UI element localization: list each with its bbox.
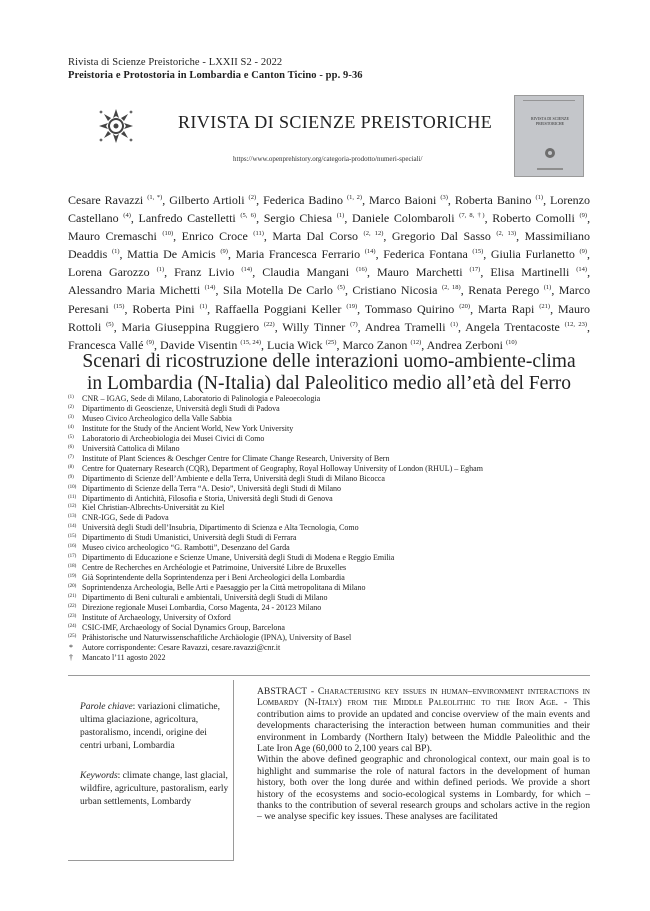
journal-title: RIVISTA DI SCIENZE PREISTORICHE: [178, 112, 493, 132]
author-name: Roberta Pini: [132, 301, 195, 316]
author-affiliation-ref: (2, 12): [363, 230, 384, 238]
affiliation-number: (20): [68, 584, 77, 590]
author: [342, 338, 421, 352]
author-name: Raffaella Poggiani Keller: [215, 301, 342, 316]
author-name: Lorena Garozzo: [68, 265, 150, 280]
author-name: Cesare Ravazzi: [68, 193, 144, 207]
author: [465, 320, 587, 334]
affiliation-number: (24): [68, 623, 77, 629]
affiliation-text: Prähistorische und Naturwissenschaftliche Archäologie (IPNA), University of Basel: [82, 632, 352, 642]
paper-title-line-2: in Lombardia (N-Italia) dal Paleolitico medio all’età del Ferro: [86, 372, 572, 394]
author: [264, 211, 345, 225]
author: [369, 193, 448, 207]
cover-emblem-icon: [543, 146, 557, 165]
author-name: Davide Visentin: [160, 337, 238, 352]
affiliation-item: [68, 633, 608, 643]
author: [160, 338, 261, 352]
author-name: Federica Fontana: [383, 247, 468, 262]
note-text: Autore corrispondente: Cesare Ravazzi, cesare.ravazzi@cnr.it: [82, 642, 281, 652]
affiliation-item: [68, 583, 608, 593]
affiliation-text: Soprintendenza Archeologia, Belle Arti e Paesaggio per la Città metropolitana di Milano: [82, 583, 366, 593]
author-name: Mattia De Amicis: [127, 247, 216, 262]
author-affiliation-ref: (15): [113, 302, 125, 310]
abstract-lead: ABSTRACT -: [257, 686, 318, 697]
note-symbol: *: [69, 642, 73, 652]
affiliation-item: [68, 563, 608, 573]
author-name: Mauro Marchetti: [376, 265, 463, 280]
journal-url-link[interactable]: https://www.openprehistory.org/categoria-prodotto/numeri-speciali/: [233, 155, 423, 163]
author-affiliation-ref: (14): [364, 248, 376, 256]
affiliation-text: CNR – IGAG, Sede di Milano, Laboratorio di Palinologia e Paleoecologia: [82, 394, 321, 403]
author-affiliation-ref: (20): [459, 302, 471, 310]
author-name: Mauro Rottoli: [68, 301, 591, 334]
author-affiliation-ref: (1): [199, 302, 208, 310]
author-name: Maria Francesca Ferrario: [235, 247, 361, 262]
author: [282, 320, 357, 334]
cover-footer-rule: [537, 168, 563, 170]
author-name: Willy Tinner: [282, 319, 346, 334]
abstract-paragraph-1: [257, 686, 590, 754]
affiliation-text: Già Soprintendente della Soprintendenza per i Beni Archeologici della Lombardia: [82, 573, 345, 583]
author-name: Andrea Zerboni: [426, 337, 503, 352]
author: [491, 247, 587, 261]
author-affiliation-ref: (2): [248, 194, 257, 201]
author: [272, 229, 383, 243]
keywords-italian-label: Parole chiave: [80, 702, 133, 712]
author-name: Massimiliano Deaddis: [68, 229, 591, 262]
author-affiliation-ref: (9): [579, 248, 588, 256]
abstract-p1-text: . - This contribution aims to provide an updated and concise overview of the main events and developments characterising the interaction between human communities and their environment in Lombardy (Northern Italy) between the Middle Paleolithic and the Late Iron Age (60,000 to 2,100 years cal BP).: [257, 697, 590, 755]
author: [68, 193, 162, 207]
author: [169, 193, 256, 207]
affiliation-text: Dipartimento di Scienze della Terra “A. Desio”, Università degli Studi di Milano: [82, 483, 342, 493]
affiliation-item: [68, 603, 608, 613]
author: [215, 302, 357, 316]
author: [383, 247, 483, 261]
author-name: Roberto Comolli: [492, 211, 575, 226]
author-affiliation-ref: (15): [472, 248, 484, 256]
author-affiliation-ref: (2, 13): [496, 230, 517, 238]
author-list: Cesare Ravazzi $^{(1, *)}$, Gilberto Artioli $^{(2)}$, Federica Badino $^{(1, 2)}$, Marco Baioni $^{(3)}$, Roberta Banino $^{(1)}$, Lorenzo Castellano $^{(4)}$, Lanfredo Castelletti $^{(5, 6)}$, Sergio Chiesa $^{(1)}$, Daniele Colombaroli $^{(7, 8, \dagger)}$, Roberto Comolli $^{(9)}$, Mauro Cremaschi $^{(10)}$, Enrico Croce $^{(11)}$, Marta Dal Corso $^{(2, 12)}$, Gregorio Dal Sasso $^{(2, 13)}$, Massimiliano Deaddis $^{(1)}$, Mattia De Amicis $^{(9)}$, Maria Francesca Ferrario $^{(14)}$, Federica Fontana $^{(15)}$, Giulia Furlanetto $^{(9)}$, Lorena Garozzo $^{(1)}$, Franz Livio $^{(14)}$, Claudia Mangani $^{(16)}$, Mauro Marchetti $^{(17)}$, Elisa Martinelli $^{(14)}$, Alessandro Maria Michetti $^{(14)}$, Sila Motella De Carlo $^{(5)}$, Cristiano Nicosia $^{(2, 18)}$, Renata Perego $^{(1)}$, Marco Peresani $^{(15)}$, Roberta Pini $^{(1)}$, Raffaella Poggiani Keller $^{(19)}$, Tommaso Quirino $^{(20)}$, Marta Rapi $^{(21)}$, Mauro Rottoli $^{(5)}$, Maria Giuseppina Ruggiero $^{(22)}$, Willy Tinner $^{(7)}$, Andrea Tramelli $^{(1)}$, Angela Trentacoste $^{(12, 23)}$, Francesca Vallé $^{(9)}$, Davide Visentin $^{(15, 24)}$, Lucia Wick $^{(25)}$, Marco Zanon $^{(12)}$, Andrea Zerboni $^{(10)}$: [68, 193, 591, 352]
affiliation-text: Dipartimento di Scienze dell’Ambiente e della Terra, Università degli Studi di Milano Bicocca: [82, 473, 385, 483]
author-name: Claudia Mangani: [262, 265, 350, 280]
affiliation-text: Dipartimento di Educazione e Scienze Umane, Università degli Studi di Modena e Reggio Emilia: [82, 553, 395, 563]
author-affiliation-ref: (10): [162, 230, 174, 238]
author-note: [68, 653, 608, 663]
author-name: Tommaso Quirino: [364, 301, 455, 316]
affiliation-text: Direzione regionale Musei Lombardia, Corso Magenta, 24 - 20123 Milano: [82, 603, 322, 613]
affiliation-number: (22): [68, 604, 77, 610]
abstract-heading: Characterising key issues in human–environment interactions in Lombardy (N-Italy) from the Middle Paleolithic to the Iron Age: [257, 686, 590, 709]
author-affiliation-ref: (1): [156, 266, 165, 274]
author-name: Andrea Tramelli: [364, 319, 446, 334]
affiliation-text: Dipartimento di Studi Umanistici, Università degli Studi di Ferrara: [82, 533, 297, 543]
affiliation-item: [68, 593, 608, 603]
author-affiliation-ref: (10): [505, 338, 517, 346]
author-name: Gregorio Dal Sasso: [391, 229, 491, 244]
affiliation-item: [68, 444, 608, 454]
affiliation-text: Centre de Recherches en Archéologie et Patrimoine, Université Libre de Bruxelles: [82, 563, 347, 573]
author: [263, 193, 362, 207]
author-affiliation-ref: (9): [220, 248, 228, 256]
abstract: [257, 686, 590, 823]
author-name: Franz Livio: [174, 265, 235, 280]
author: [377, 265, 480, 279]
author-name: Marco Zanon: [342, 337, 408, 352]
author-affiliation-ref: (4): [123, 212, 131, 220]
author-affiliation-ref: (1): [336, 212, 345, 220]
author-name: Daniele Colombaroli: [351, 211, 455, 226]
affiliation-text: Museo Civico Archeologico della Valle Sabbia: [82, 413, 232, 423]
affiliation-text: Università Cattolica di Milano: [82, 443, 180, 453]
affiliation-text: Museo civico archeologico “G. Rambotti”, Desenzano del Garda: [82, 543, 290, 553]
author-name: Lanfredo Castelletti: [138, 211, 236, 226]
affiliation-item: [68, 424, 608, 434]
affiliation-number: (8): [68, 464, 74, 470]
author-affiliation-ref: (1, 2): [347, 194, 363, 201]
author-note: [68, 643, 608, 653]
author-affiliation-ref: (21): [539, 302, 551, 310]
affiliation-number: (3): [68, 414, 74, 420]
author-name: Marta Dal Corso: [272, 229, 359, 244]
affiliation-item: [68, 523, 608, 533]
affiliation-number: (6): [68, 444, 74, 450]
author-name: Sergio Chiesa: [263, 211, 333, 226]
abstract-paragraph-2: Within the above defined geographic and chronological context, our main goal is to highlight and summarise the role of natural factors in the development of human history, both over the long durée and within defined periods. We provide a short history of the ecosystems and socio-ecological systems in Lombardy, for which – thanks to the contribution of several research groups and scholars active in the region – we analyse specific key issues. These analyses are facilitated: [257, 754, 590, 823]
affiliation-number: (5): [68, 434, 74, 440]
affiliation-item: [68, 543, 608, 553]
affiliation-text: Kiel Christian-Albrechts-Universität zu Kiel: [82, 503, 225, 513]
author: [127, 247, 228, 261]
affiliation-text: Laboratorio di Archeobiologia dei Musei Civici di Como: [82, 433, 265, 443]
author-affiliation-ref: (22): [263, 320, 275, 328]
author-affiliation-ref: (17): [469, 266, 481, 274]
author: [132, 302, 207, 316]
author-name: Marta Rapi: [478, 301, 535, 316]
affiliation-number: (10): [68, 484, 77, 490]
author: [182, 229, 264, 243]
author: [174, 265, 252, 279]
author-name: Federica Badino: [263, 193, 344, 207]
author-affiliation-ref: (14): [241, 266, 253, 274]
affiliation-item: [68, 533, 608, 543]
affiliation-number: (18): [68, 564, 77, 570]
author: [490, 265, 587, 279]
author-name: Lorenzo Castellano: [68, 193, 591, 226]
author-affiliation-ref: (11): [253, 230, 264, 238]
affiliation-item: [68, 613, 608, 623]
keywords-english-text: : climate change, last glacial, wildfire, agriculture, pastoralism, early urban settlements, Lombardy: [80, 771, 229, 807]
affiliation-item: [68, 623, 608, 633]
author-affiliation-ref: (1): [535, 194, 544, 201]
author-name: Giulia Furlanetto: [490, 247, 575, 262]
affiliation-number: (1): [68, 395, 74, 400]
author: [427, 338, 517, 352]
author-name: Enrico Croce: [181, 229, 248, 244]
author-affiliation-ref: (5): [337, 284, 345, 292]
author-name: Alessandro Maria Michetti: [68, 283, 201, 298]
affiliation-list: [68, 394, 608, 663]
author: [392, 229, 516, 243]
author-affiliation-ref: (15, 24): [240, 338, 261, 346]
affiliation-number: (14): [68, 524, 77, 530]
author-name: Gilberto Artioli: [169, 193, 245, 207]
affiliation-number: (4): [68, 424, 74, 430]
author: [223, 283, 345, 297]
journal-cover-thumbnail: [514, 95, 584, 177]
author: [492, 211, 587, 225]
author-affiliation-ref: (14): [576, 266, 588, 274]
author-affiliation-ref: (12): [410, 338, 422, 346]
affiliation-text: Dipartimento di Beni culturali e ambientali, Università degli Studi di Milano: [82, 593, 328, 603]
author-name: Marco Peresani: [68, 283, 591, 316]
affiliation-text: CSIC-IMF, Archaeology of Social Dynamics Group, Barcelona: [82, 622, 285, 632]
author: [267, 338, 336, 352]
author: [478, 302, 550, 316]
keywords-italian: [80, 701, 230, 753]
author-name: Marco Baioni: [369, 193, 437, 207]
affiliation-text: CNR-IGG, Sede di Padova: [82, 513, 169, 523]
author-affiliation-ref: (7): [350, 320, 358, 328]
paper-title-line-1: Scenari di ricostruzione delle interazioni uomo-ambiente-clima: [82, 351, 576, 372]
affiliation-item: [68, 434, 608, 444]
author-affiliation-ref: (5, 6): [240, 212, 257, 220]
affiliation-item: [68, 474, 608, 484]
author-affiliation-ref: (1): [450, 320, 458, 328]
affiliation-item: [68, 503, 608, 513]
paper-title: [68, 351, 590, 394]
author-affiliation-ref: (2, 18): [441, 284, 461, 292]
author: [352, 283, 460, 297]
affiliation-number: (23): [68, 613, 77, 619]
affiliation-item: [68, 513, 608, 523]
journal-logo-icon: [96, 106, 136, 146]
affiliation-item: [68, 553, 608, 563]
author-name: Renata Perego: [468, 283, 540, 298]
author: [455, 193, 543, 207]
note-symbol: †: [69, 652, 73, 662]
author: [236, 247, 376, 261]
affiliation-number: (11): [68, 494, 77, 500]
author-name: Mauro Cremaschi: [68, 229, 157, 244]
affiliation-number: (19): [68, 574, 77, 580]
author-affiliation-ref: (12, 23): [564, 320, 588, 328]
author-name: Cristiano Nicosia: [352, 283, 438, 298]
journal-section-line: Preistoria e Protostoria in Lombardia e Canton Ticino - pp. 9-36: [68, 70, 363, 81]
affiliation-text: Dipartimento di Antichità, Filosofia e Storia, Università degli Studi di Genova: [82, 493, 333, 503]
author: [68, 265, 164, 279]
section-divider: [68, 675, 590, 676]
affiliation-item: [68, 414, 608, 424]
affiliation-text: Dipartimento di Geoscienze, Università degli Studi di Padova: [82, 403, 280, 413]
author-affiliation-ref: (14): [204, 284, 216, 292]
affiliation-number: (21): [68, 594, 77, 600]
author: [68, 283, 215, 297]
affiliation-item: [68, 573, 608, 583]
affiliation-text: Centre for Quaternary Research (CQR), Department of Geography, Royal Holloway University of London (RHUL) – Egham: [82, 463, 483, 473]
affiliation-number: (9): [68, 474, 74, 480]
author: [139, 211, 257, 225]
author-name: Elisa Martinelli: [490, 265, 570, 280]
affiliation-item: [68, 494, 608, 504]
author-affiliation-ref: (25): [325, 338, 337, 346]
author-affiliation-ref: (1): [111, 248, 120, 256]
author-name: Francesca Vallé: [68, 337, 144, 352]
keywords-sidebar: [68, 680, 234, 861]
affiliation-number: (7): [68, 454, 74, 460]
author-affiliation-ref: (9): [146, 338, 155, 346]
cover-header-rule: [519, 99, 579, 103]
author: [468, 283, 551, 297]
journal-issue-line: Rivista di Scienze Preistoriche - LXXII S2 - 2022: [68, 57, 283, 68]
author-name: Lucia Wick: [267, 337, 323, 352]
affiliation-number: (17): [68, 554, 77, 560]
affiliation-number: (2): [68, 404, 74, 410]
keywords-english-label: Keywords: [80, 771, 118, 781]
author-name: Sila Motella De Carlo: [222, 283, 333, 298]
author-affiliation-ref: (5): [106, 320, 114, 328]
author-affiliation-ref: (3): [440, 194, 448, 201]
keywords-italian-text: : variazioni climatiche, ultima glaciazione, agricoltura, pastoralismo, incendi, origine dei centri urbani, Lombardia: [80, 702, 220, 751]
author: [352, 211, 485, 225]
author-affiliation-ref: (19): [346, 302, 358, 310]
affiliation-item: [68, 454, 608, 464]
affiliation-number: (15): [68, 534, 77, 540]
affiliation-item: [68, 484, 608, 494]
author-affiliation-ref: (9): [579, 212, 588, 220]
author-affiliation-ref: (1, *): [147, 194, 163, 201]
affiliation-text: Institute of Plant Sciences & Oeschger Centre for Climate Change Research, University of Bern: [82, 453, 390, 463]
affiliation-number: (12): [68, 504, 77, 510]
note-text: Mancato l’11 agosto 2022: [82, 652, 166, 662]
affiliation-item: [68, 464, 608, 474]
author: [68, 229, 173, 243]
author: [122, 320, 275, 334]
cover-title: RIVISTA DI SCIENZE PREISTORICHE: [531, 116, 569, 126]
author: [68, 338, 154, 352]
author-affiliation-ref: (1): [543, 284, 552, 292]
author-affiliation-ref: (7, 8, †): [459, 212, 485, 220]
affiliation-number: (13): [68, 514, 77, 520]
author-name: Roberta Banino: [454, 193, 532, 207]
journal-banner: [68, 94, 588, 179]
affiliation-text: Università degli Studi dell’Insubria, Dipartimento di Scienza e Alta Tecnologia, Como: [82, 523, 359, 533]
author-name: Maria Giuseppina Ruggiero: [121, 319, 260, 334]
author: [365, 302, 470, 316]
affiliation-text: Institute of Archaeology, University of Oxford: [82, 612, 231, 622]
affiliation-item: [68, 394, 608, 404]
author: [262, 265, 367, 279]
keywords-english: [80, 770, 230, 809]
affiliation-item: [68, 404, 608, 414]
author-affiliation-ref: (16): [356, 266, 367, 274]
affiliation-text: Institute for the Study of the Ancient World, New York University: [82, 423, 294, 433]
author-name: Angela Trentacoste: [465, 319, 560, 334]
affiliation-number: (25): [68, 633, 77, 639]
author: [365, 320, 458, 334]
affiliation-number: (16): [68, 544, 77, 550]
